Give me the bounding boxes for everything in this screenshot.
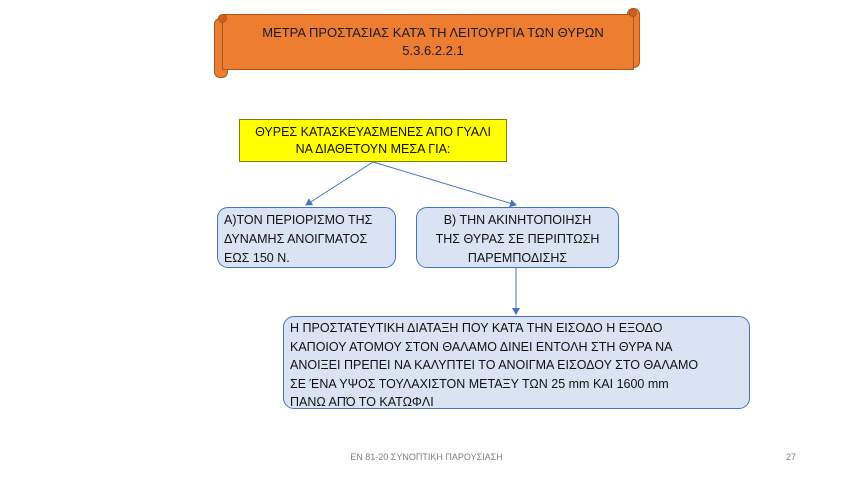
requirement-line-3: ΑΝΟΙΞΕΙ ΠΡΕΠΕΙ ΝΑ ΚΑΛΥΠΤΕΙ ΤΟ ΑΝΟΙΓΜΑ ΕΙΣΟΔΟΥ ΣΤΟ ΘΑΛΑΜΟ [290,358,699,372]
arrow-to-box-a [306,162,373,205]
title-line-2: 5.3.6.2.2.1 [402,43,464,58]
page-number: 27 [785,452,796,462]
option-b-line-1: Β) ΤΗΝ ΑΚΙΝΗΤΟΠΟΙΗΣΗ [443,213,592,227]
requirement-line-4: ΣΕ ΈΝΑ ΥΨΟΣ ΤΟΥΛΑΧΙΣΤΟΝ ΜΕΤΑΞΥ ΤΩΝ 25 mm ΚΑΙ 1600 mm [290,376,669,391]
scroll-right-curl [629,9,637,17]
option-b-line-2: ΤΗΣ ΘΥΡΑΣ ΣΕ ΠΕΡΙΠΤΩΣΗ [435,232,600,246]
option-a-line-1: Α)ΤΟΝ ΠΕΡΙΟΡΙΣΜΟ ΤΗΣ [224,213,373,227]
heading-box [239,119,507,162]
option-a-line-3: ΕΩΣ 150 Ν. [224,251,290,265]
title-banner [222,14,634,70]
requirement-box [283,316,750,409]
title-line-1: ΜΕΤΡΑ ΠΡΟΣΤΑΣΙΑΣ ΚΑΤΆ ΤΗ ΛΕΙΤΟΥΡΓΙΑ ΤΩΝ ΘΥΡΩΝ [262,25,604,40]
option-a-line-2: ΔΥΝΑΜΗΣ ΑΝΟΙΓΜΑΤΟΣ [224,232,368,246]
requirement-line-5: ΠΑΝΩ ΑΠΌ ΤΟ ΚΑΤΩΦΛΙ [290,395,434,409]
requirement-line-2: ΚΑΠΟΙΟΥ ΑΤΟΜΟΥ ΣΤΟΝ ΘΑΛΑΜΟ ΔΙΝΕΙ ΕΝΤΟΛΗ ΣΤΗ ΘΥΡΑ ΝΑ [290,339,673,354]
requirement-line-1: Η ΠΡΟΣΤΑΤΕΥΤΙΚΗ ΔΙΑΤΑΞΗ ΠΟΥ ΚΑΤΆ ΤΗΝ ΕΙΣΟΔΟ Η ΕΞΟΔΟ [290,321,663,335]
arrow-to-box-b [373,162,516,205]
option-a-box [217,207,396,268]
heading-line-2: ΝΑ ΔΙΑΘΕΤΟΥΝ ΜΕΣΑ ΓΙΑ: [295,141,451,156]
heading-line-1: ΘΥΡΕΣ ΚΑΤΑΣΚΕΥΑΣΜΕΝΕΣ ΑΠΟ ΓΥΑΛΙ [255,124,491,139]
scroll-left-curl [218,14,227,23]
slide-footer: ΕΝ 81-20 ΣΥΝΟΠΤΙΚΗ ΠΑΡΟΥΣΙΑΣΗ [350,452,503,462]
option-b-box [416,207,619,268]
option-b-line-3: ΠΑΡΕΜΠΟΔΙΣΗΣ [467,251,568,265]
